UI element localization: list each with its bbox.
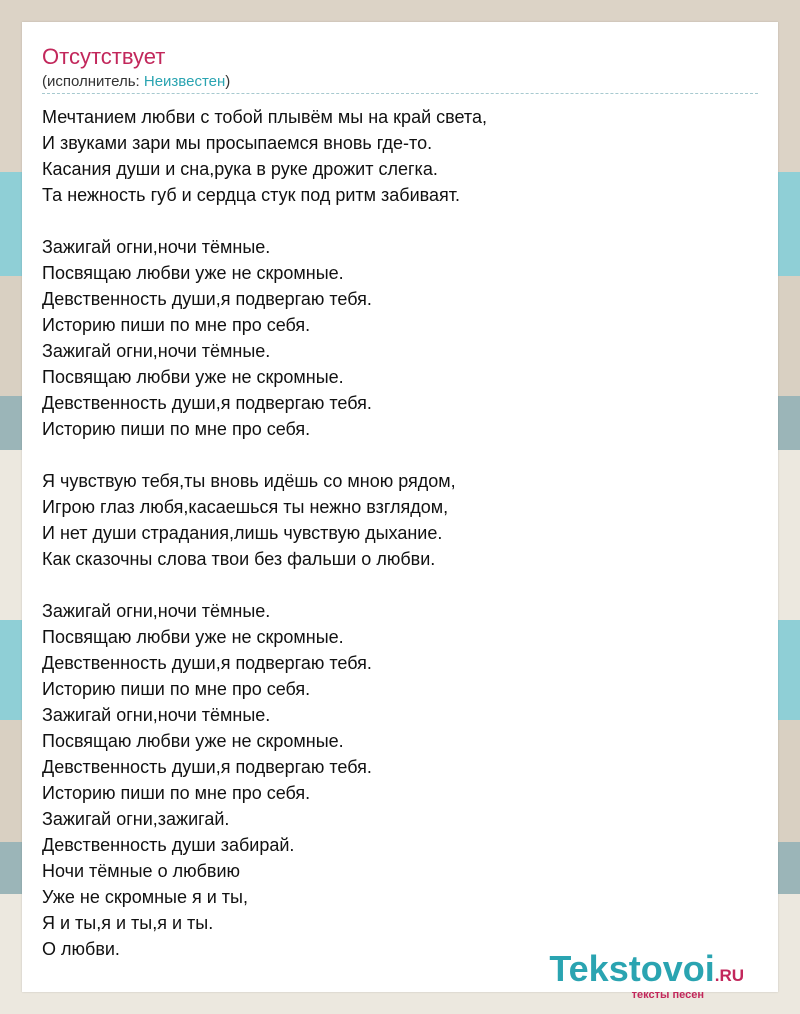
lyric-line: Девственность души,я подвергаю тебя. <box>42 757 372 777</box>
lyric-line: Зажигай огни,ночи тёмные. <box>42 237 271 257</box>
logo-suffix: .RU <box>714 966 744 985</box>
lyric-line: Девственность души,я подвергаю тебя. <box>42 289 372 309</box>
artist-line <box>42 73 230 90</box>
lyric-line: Историю пиши по мне про себя. <box>42 783 311 803</box>
lyric-line: Историю пиши по мне про себя. <box>42 419 311 439</box>
lyric-line: Историю пиши по мне про себя. <box>42 679 311 699</box>
lyric-line: Я и ты,я и ты,я и ты. <box>42 913 214 933</box>
lyric-line: Девственность души,я подвергаю тебя. <box>42 653 372 673</box>
lyric-line: Ночи тёмные о любвию <box>42 861 241 881</box>
lyric-line: И нет души страдания,лишь чувствую дыхание. <box>42 523 443 543</box>
lyrics-body <box>42 104 487 962</box>
lyric-line: Та нежность губ и сердца стук под ритм забиваят. <box>42 185 460 205</box>
title-divider <box>42 93 758 94</box>
lyric-line: Историю пиши по мне про себя. <box>42 315 311 335</box>
logo-main-text: Tekstovoi <box>549 948 715 989</box>
lyric-line: Зажигай огни,зажигай. <box>42 809 230 829</box>
lyric-line: О любви. <box>42 939 120 959</box>
lyrics-card <box>22 22 778 1001</box>
lyric-line: Я чувствую тебя,ты вновь идёшь со мною рядом, <box>42 471 456 491</box>
logo-tagline: тексты песен <box>631 989 704 1001</box>
lyric-line: Зажигай огни,ночи тёмные. <box>42 705 271 725</box>
lyric-line: Игрою глаз любя,касаешься ты нежно взглядом, <box>42 497 449 517</box>
stanza-gap <box>42 208 487 234</box>
artist-prefix: (исполнитель: <box>42 73 144 90</box>
lyric-line: Как сказочны слова твои без фальши о любви. <box>42 549 436 569</box>
artist-link[interactable]: Неизвестен <box>143 73 226 90</box>
lyric-line: Девственность души,я подвергаю тебя. <box>42 393 372 413</box>
lyric-line: Посвящаю любви уже не скромные. <box>42 367 344 387</box>
site-logo[interactable] <box>549 950 744 1001</box>
lyric-line: Девственность души забирай. <box>42 835 295 855</box>
lyric-line: Посвящаю любви уже не скромные. <box>42 263 344 283</box>
lyric-line: Посвящаю любви уже не скромные. <box>42 627 344 647</box>
stanza-gap <box>42 572 487 598</box>
lyric-line: Касания души и сна,рука в руке дрожит слегка. <box>42 159 438 179</box>
stanza-gap <box>42 442 487 468</box>
lyric-line: Зажигай огни,ночи тёмные. <box>42 341 271 361</box>
lyric-line: Мечтанием любви с тобой плывём мы на край света, <box>42 107 487 127</box>
lyric-line: Уже не скромные я и ты, <box>42 887 248 907</box>
lyric-line: И звуками зари мы просыпаемся вновь где-то. <box>42 133 433 153</box>
lyric-line: Зажигай огни,ночи тёмные. <box>42 601 271 621</box>
song-title: Отсутствует <box>42 44 166 69</box>
artist-suffix: ) <box>225 73 231 90</box>
lyric-line: Посвящаю любви уже не скромные. <box>42 731 344 751</box>
